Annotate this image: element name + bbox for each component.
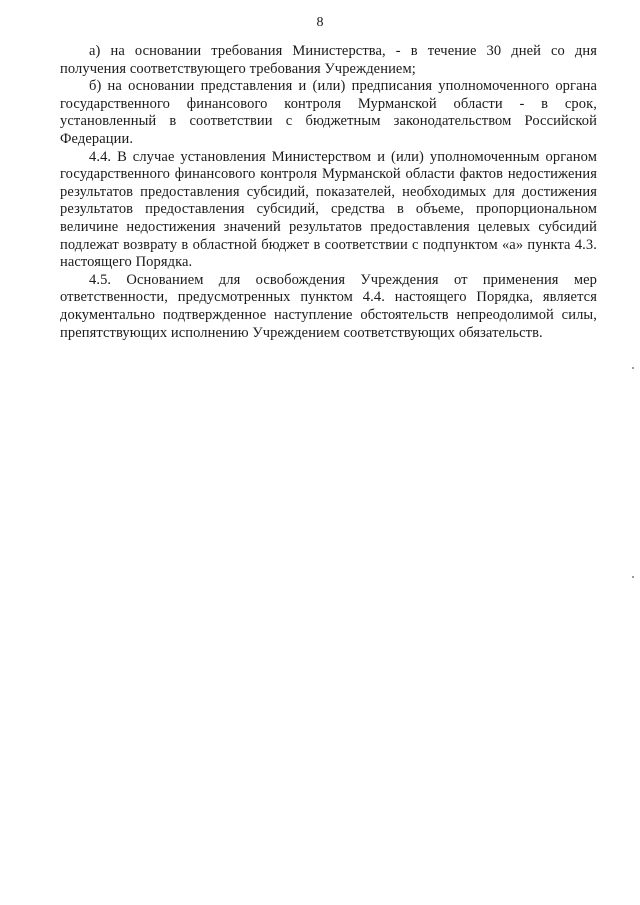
paragraph-4-5-force-majeure: 4.5. Основанием для освобождения Учреждения от применения мер ответственности, предусмотренных пунктом 4.4. настоящего Порядка, является документально подтвержденное наступление обстоятельств непреодолимой силы, препятствующих исполнению Учреждением соответствующих обязательств. bbox=[60, 271, 597, 341]
page-number: 8 bbox=[316, 15, 324, 30]
paragraph-a-ministry-requirement: а) на основании требования Министерства, - в течение 30 дней со дня получения соответствующего требования Учреждением; bbox=[60, 43, 597, 77]
paragraph-4-4-subsidy-return: 4.4. В случае установления Министерством и (или) уполномоченным органом государственного финансового контроля Мурманской области фактов недостижения результатов предоставления субсидий, показателей, необходимых для достижения результатов предоставления субсидий, средства в объеме, пропорциональном величине недостижения значений результатов предоставления целевых субсидий подлежат возврату в областной бюджет в соответствии с подпунктом «а» пункта 4.3. настоящего Порядка. bbox=[60, 148, 597, 271]
scan-margin-mark bbox=[632, 576, 634, 578]
paragraph-b-control-body-order: б) на основании представления и (или) предписания уполномоченного органа государственного финансового контроля Мурманской области - в срок, установленный в соответствии с бюджетным законодательством Российской Федерации. bbox=[60, 78, 597, 147]
document-body bbox=[60, 43, 597, 342]
scan-margin-mark bbox=[632, 367, 634, 369]
